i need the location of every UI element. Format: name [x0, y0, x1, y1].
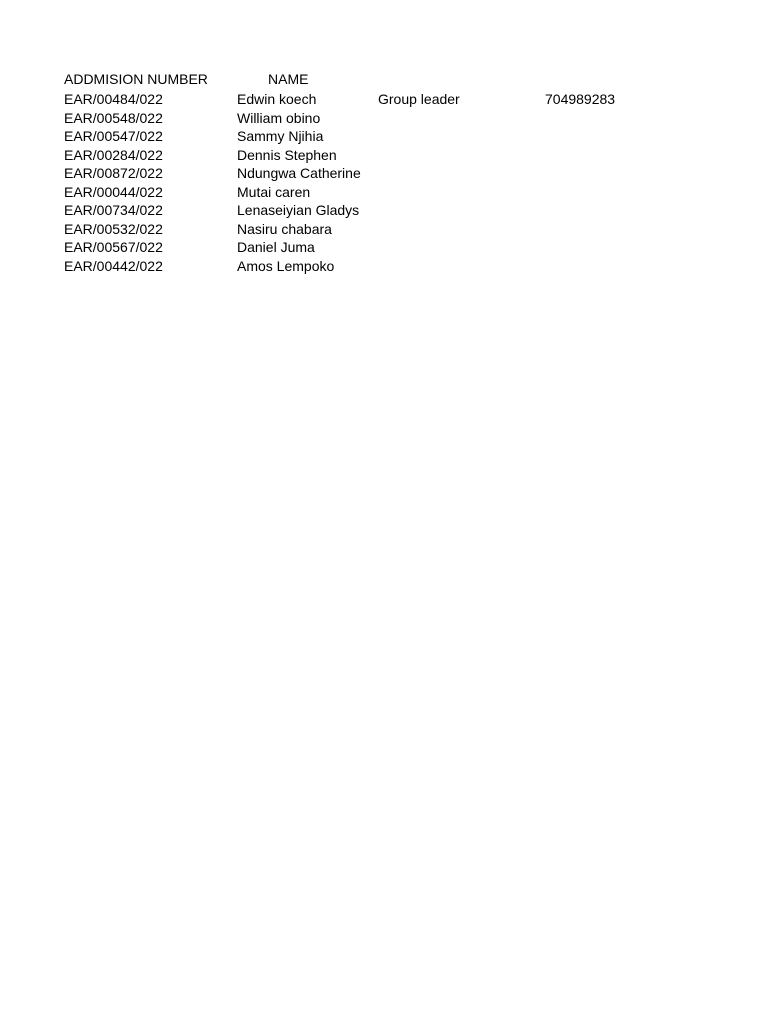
admission-number-cell: EAR/00532/022	[64, 220, 163, 237]
header-row	[0, 70, 768, 88]
name-cell: Nasiru chabara	[237, 220, 332, 237]
admission-number-cell: EAR/00734/022	[64, 202, 163, 218]
admission-number-cell: EAR/00548/022	[64, 109, 163, 126]
table-row	[0, 238, 768, 256]
name-cell: Dennis Stephen	[237, 146, 337, 163]
admission-number-cell: EAR/00547/022	[64, 128, 163, 144]
admission-number-cell: EAR/00284/022	[64, 146, 163, 163]
admission-number-cell: EAR/00044/022	[64, 183, 163, 200]
table-row	[0, 201, 768, 219]
name-cell: Mutai caren	[237, 183, 311, 200]
name-cell: Amos Lempoko	[237, 257, 335, 274]
admission-number-cell: EAR/00484/022	[64, 91, 163, 107]
admission-number-cell: EAR/00442/022	[64, 257, 163, 274]
table-row	[0, 127, 768, 145]
table-row	[0, 146, 768, 164]
table-row	[0, 90, 768, 108]
name-cell: Daniel Juma	[237, 239, 315, 255]
table-row	[0, 164, 768, 182]
role-cell: Group leader	[378, 91, 460, 107]
admission-number-cell: EAR/00567/022	[64, 239, 163, 255]
name-cell: Ndungwa Catherine	[237, 165, 361, 181]
table-row	[0, 183, 768, 201]
table-row	[0, 220, 768, 238]
name-cell: William obino	[237, 109, 321, 126]
table-row	[0, 109, 768, 127]
name-header: NAME	[268, 71, 309, 87]
name-cell: Lenaseiyian Gladys	[237, 202, 360, 218]
name-cell: Edwin koech	[237, 91, 317, 107]
admission-number-header: ADDMISION NUMBER	[64, 71, 208, 87]
phone-cell: 704989283	[545, 91, 616, 107]
name-cell: Sammy Njihia	[237, 128, 324, 144]
admission-number-cell: EAR/00872/022	[64, 165, 163, 181]
table-row	[0, 257, 768, 275]
